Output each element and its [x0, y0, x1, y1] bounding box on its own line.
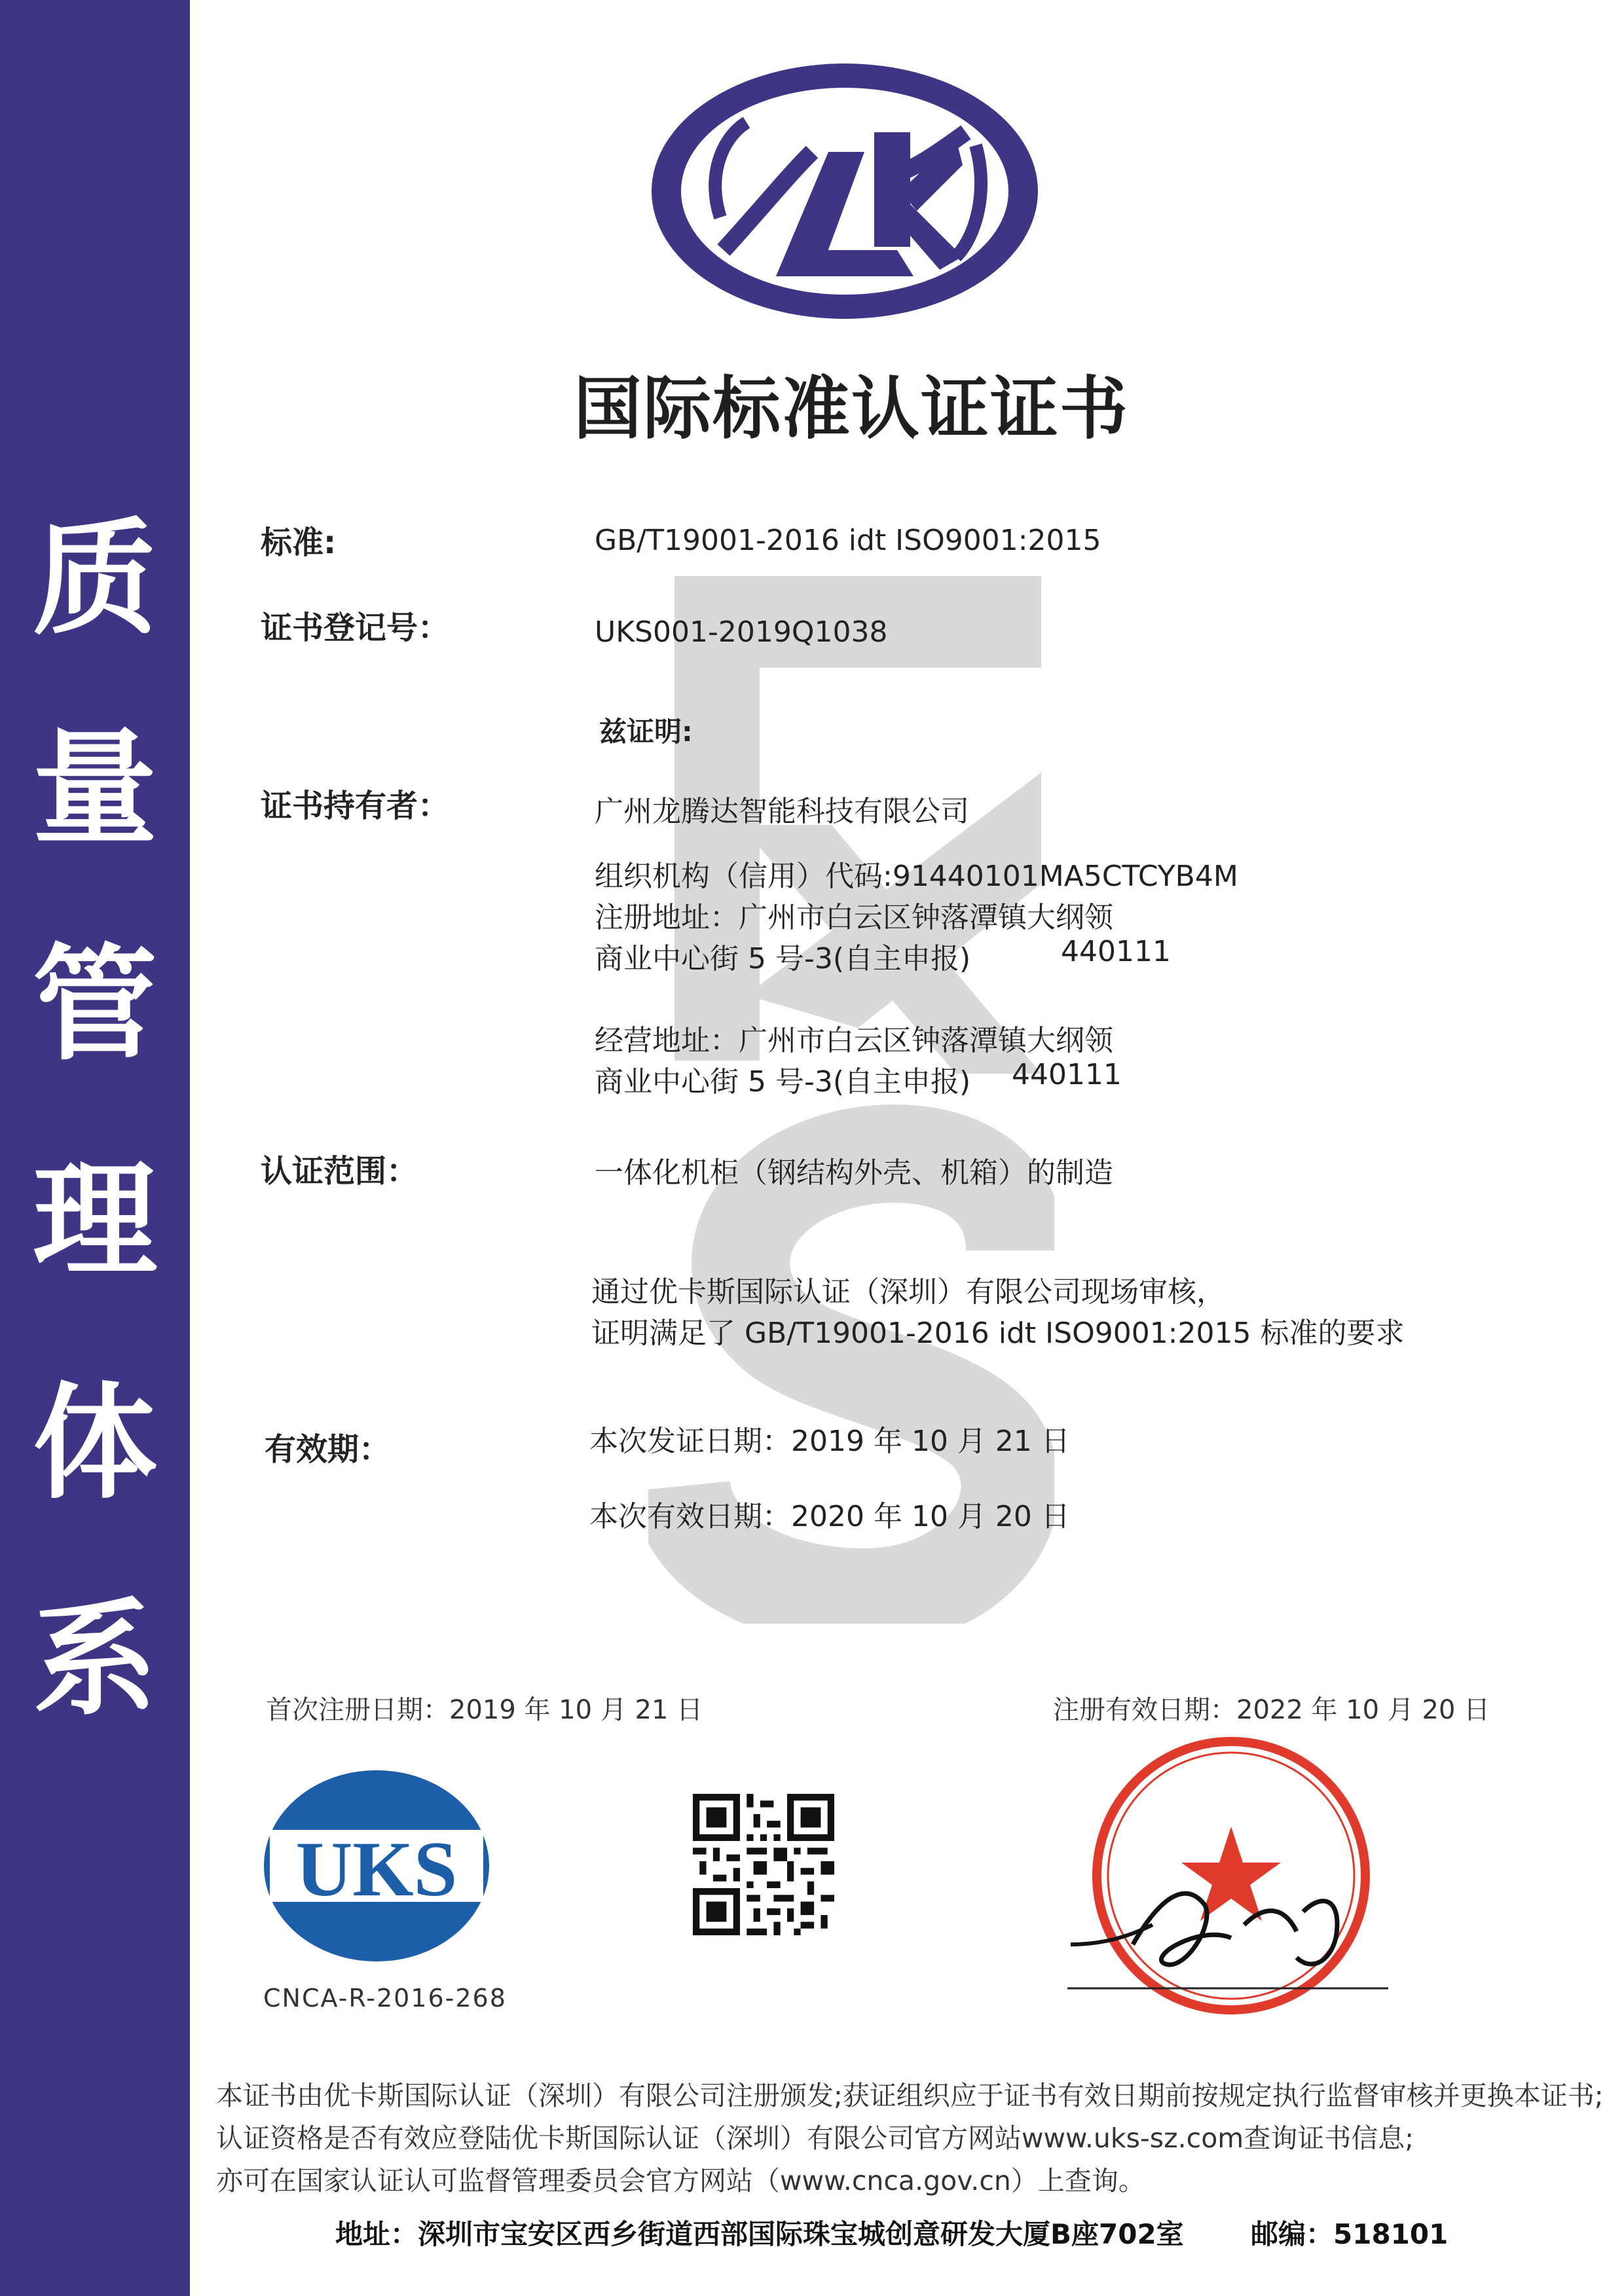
sidebar-char: 系	[32, 1587, 157, 1732]
qr-code[interactable]	[693, 1794, 834, 1935]
footer-address: 地址：深圳市宝安区西乡街道西部国际珠宝城创意研发大厦B座702室	[335, 2218, 1184, 2250]
holder-name: 广州龙腾达智能科技有限公司	[595, 795, 969, 828]
footer-note-line2: 认证资格是否有效应登陆优卡斯国际认证（深圳）有限公司官方网站www.uks-sz.com查询证书信息;	[216, 2123, 1414, 2154]
registration-valid-date: 注册有效日期：2022 年 10 月 20 日	[1053, 1695, 1490, 1725]
reg-address-line1: 注册地址：广州市白云区钟落潭镇大纲领	[595, 901, 1113, 934]
sidebar-char: 体	[32, 1371, 157, 1516]
sidebar	[0, 0, 190, 2296]
reg-no-label: 证书登记号：	[261, 610, 450, 646]
scope-label: 认证范围：	[261, 1153, 418, 1190]
watermark-logo	[648, 576, 1054, 1624]
sidebar-char: 质	[32, 507, 157, 651]
org-code: 组织机构（信用）代码:91440101MA5CTCYB4M	[595, 860, 1238, 893]
expiry-date: 本次有效日期：2020 年 10 月 20 日	[589, 1500, 1070, 1533]
standard-value: GB/T19001-2016 idt ISO9001:2015	[595, 524, 1101, 557]
first-registration-date: 首次注册日期：2019 年 10 月 21 日	[266, 1695, 703, 1725]
biz-address-postcode: 440111	[1012, 1058, 1122, 1091]
issue-date: 本次发证日期：2019 年 10 月 21 日	[589, 1425, 1070, 1458]
cnca-number: CNCA-R-2016-268	[263, 1984, 507, 2013]
biz-address-line1: 经营地址：广州市白云区钟落潭镇大纲领	[595, 1024, 1113, 1057]
uks-logo	[262, 1768, 491, 1964]
certificate-title: 国际标准认证证书	[573, 369, 1129, 448]
footer-note-line3: 亦可在国家认证认可监督管理委员会官方网站（www.cnca.gov.cn）上查询。	[216, 2165, 1145, 2196]
footer-note-line1: 本证书由优卡斯国际认证（深圳）有限公司注册颁发;获证组织应于证书有效日期前按规定执行监督审核并更换本证书;	[216, 2080, 1604, 2111]
scope-value: 一体化机柜（钢结构外壳、机箱）的制造	[595, 1156, 1113, 1190]
footer-postcode: 邮编：518101	[1251, 2218, 1449, 2250]
official-seal	[1048, 1728, 1388, 2030]
sidebar-char: 管	[32, 932, 157, 1077]
standard-label: 标准:	[261, 524, 337, 561]
reg-no-value: UKS001-2019Q1038	[595, 615, 888, 649]
holder-label: 证书持有者：	[261, 788, 450, 824]
validity-label: 有效期：	[265, 1431, 391, 1468]
audit-statement-line2: 证明满足了 GB/T19001-2016 idt ISO9001:2015 标准的要求	[591, 1317, 1405, 1350]
sidebar-char: 理	[32, 1148, 157, 1293]
reg-address-postcode: 440111	[1061, 935, 1171, 968]
sidebar-char: 量	[32, 716, 157, 861]
reg-address-line2: 商业中心街 5 号-3(自主申报)	[595, 942, 971, 975]
biz-address-line2: 商业中心街 5 号-3(自主申报)	[595, 1065, 971, 1099]
audit-statement-line1: 通过优卡斯国际认证（深圳）有限公司现场审核，	[591, 1275, 1225, 1309]
uks-globe-logo	[648, 60, 1041, 322]
svg-text:UKS: UKS	[295, 1825, 458, 1912]
certify-label: 兹证明:	[599, 716, 693, 748]
